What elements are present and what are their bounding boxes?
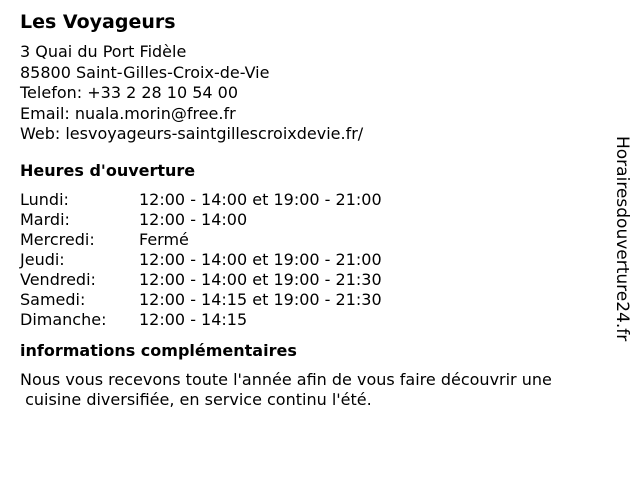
day-label: Lundi: bbox=[20, 189, 69, 209]
watermark-text: Horairesdouverture24.fr bbox=[612, 136, 632, 342]
business-name: Les Voyageurs bbox=[20, 11, 176, 33]
website-link[interactable]: Web: lesvoyageurs-saintgillescroixdevie.fr/ bbox=[20, 124, 364, 143]
business-card bbox=[20, 8, 600, 410]
day-label: Mercredi: bbox=[20, 229, 95, 249]
watermark bbox=[610, 136, 634, 372]
info-description bbox=[20, 370, 600, 410]
day-hours: 12:00 - 14:00 et 19:00 - 21:00 bbox=[139, 249, 382, 269]
day-label: Samedi: bbox=[20, 289, 86, 309]
day-hours: 12:00 - 14:15 bbox=[139, 309, 248, 329]
hours-row bbox=[20, 210, 600, 230]
day-label: Jeudi: bbox=[20, 249, 65, 269]
hours-table bbox=[20, 190, 600, 330]
day-hours: Fermé bbox=[139, 229, 189, 249]
day-hours: 12:00 - 14:00 bbox=[139, 209, 248, 229]
hours-row bbox=[20, 230, 600, 250]
day-label: Mardi: bbox=[20, 209, 70, 229]
day-hours: 12:00 - 14:00 et 19:00 - 21:00 bbox=[139, 189, 382, 209]
address-city: 85800 Saint-Gilles-Croix-de-Vie bbox=[20, 62, 270, 82]
day-hours: 12:00 - 14:00 et 19:00 - 21:30 bbox=[139, 269, 382, 289]
hours-heading: Heures d'ouverture bbox=[20, 160, 196, 180]
email-address[interactable]: Email: nuala.morin@free.fr bbox=[20, 103, 236, 123]
hours-row bbox=[20, 190, 600, 210]
contact-block bbox=[20, 42, 600, 145]
phone-number[interactable]: Telefon: +33 2 28 10 54 00 bbox=[20, 83, 239, 102]
day-label: Vendredi: bbox=[20, 269, 96, 289]
info-line: cuisine diversifiée, en service continu l'été. bbox=[20, 389, 372, 409]
hours-row bbox=[20, 250, 600, 270]
address-street: 3 Quai du Port Fidèle bbox=[20, 42, 187, 61]
info-line: Nous vous recevons toute l'année afin de vous faire découvrir une bbox=[20, 369, 552, 389]
hours-row bbox=[20, 290, 600, 310]
hours-row bbox=[20, 310, 600, 330]
info-heading: informations complémentaires bbox=[20, 340, 297, 360]
day-hours: 12:00 - 14:15 et 19:00 - 21:30 bbox=[139, 289, 382, 309]
day-label: Dimanche: bbox=[20, 309, 107, 329]
hours-row bbox=[20, 270, 600, 290]
